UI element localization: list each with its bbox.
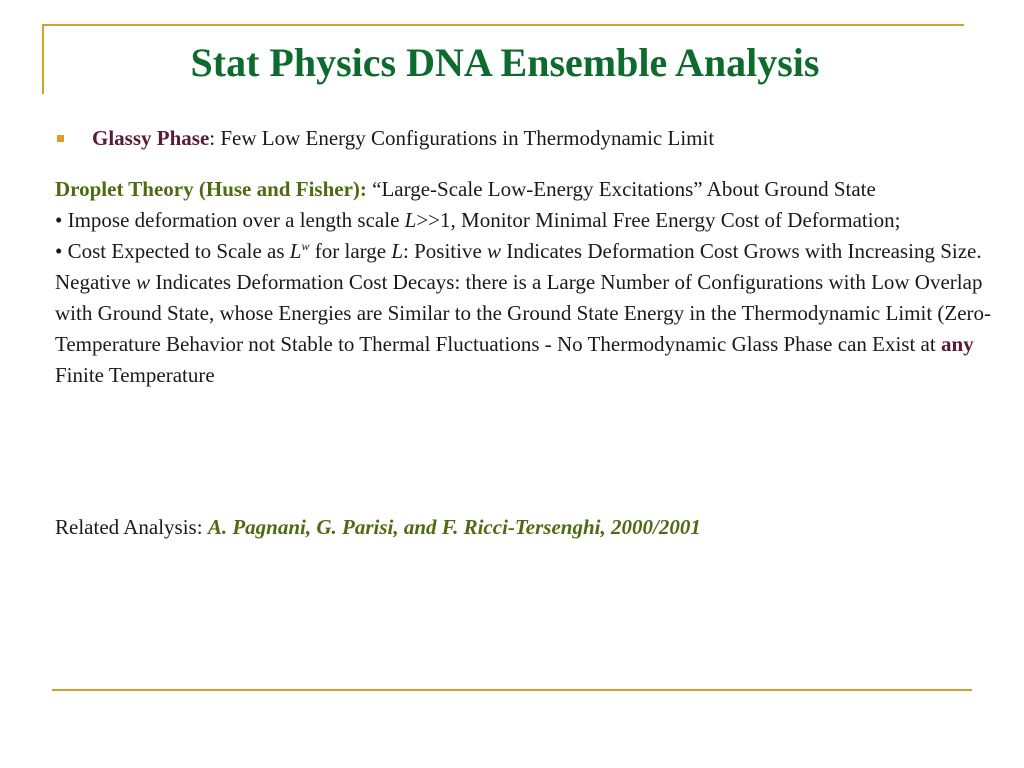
- any-emphasis: any: [940, 332, 974, 356]
- slide-title: Stat Physics DNA Ensemble Analysis: [190, 40, 820, 85]
- frame-top-rule: [42, 24, 964, 26]
- cost-text-end: Finite Temperature: [55, 363, 215, 387]
- droplet-theory-heading: Droplet Theory (Huse and Fisher):: [55, 177, 367, 201]
- related-reference: A. Pagnani, G. Parisi, and F. Ricci-Tersenghi, 2000/2001: [207, 515, 701, 539]
- cost-text-3: : Positive: [403, 239, 488, 263]
- cost-text-2: for large: [309, 239, 392, 263]
- cost-text-4: Indicates Deformation Cost Grows with Increasing Size. Negative: [55, 239, 982, 294]
- scale-var-l-2: L: [391, 239, 404, 263]
- deformation-text-post: >>1, Monitor Minimal Free Energy Cost of Deformation;: [416, 208, 901, 232]
- scale-var-l: L: [289, 239, 302, 263]
- frame-bottom-rule: [52, 689, 972, 691]
- related-analysis-line: [55, 512, 1000, 542]
- glassy-phase-text: : Few Low Energy Configurations in Thermodynamic Limit: [209, 126, 715, 150]
- cost-text-1: • Cost Expected to Scale as: [55, 239, 290, 263]
- cost-text-5: Indicates Deformation Cost Decays: there is a Large Number of Configurations with Low Overlap with Ground State, whose Energies are Similar to the Ground State Energy in the Thermodynamic Limit (Zero-Temperature Behavior not Stable to Thermal Fluctuations - No Thermodynamic Glass Phase can Exist at: [55, 270, 992, 356]
- glassy-phase-term: Glassy Phase: [92, 126, 210, 150]
- glassy-phase-bullet: [57, 124, 997, 152]
- var-w-negative: w: [136, 270, 151, 294]
- deformation-line: [55, 205, 1000, 236]
- cost-scaling-paragraph: [55, 236, 1000, 391]
- deformation-text-pre: • Impose deformation over a length scale: [55, 208, 405, 232]
- square-bullet-icon: [57, 135, 64, 142]
- related-analysis-label: Related Analysis:: [55, 515, 208, 539]
- length-scale-var: L: [404, 208, 417, 232]
- var-w-positive: w: [487, 239, 502, 263]
- droplet-intro-text: “Large-Scale Low-Energy Excitations” About Ground State: [366, 177, 876, 201]
- droplet-theory-block: [55, 174, 1000, 391]
- droplet-intro-line: [55, 174, 1000, 205]
- exponent-w: w: [301, 239, 310, 253]
